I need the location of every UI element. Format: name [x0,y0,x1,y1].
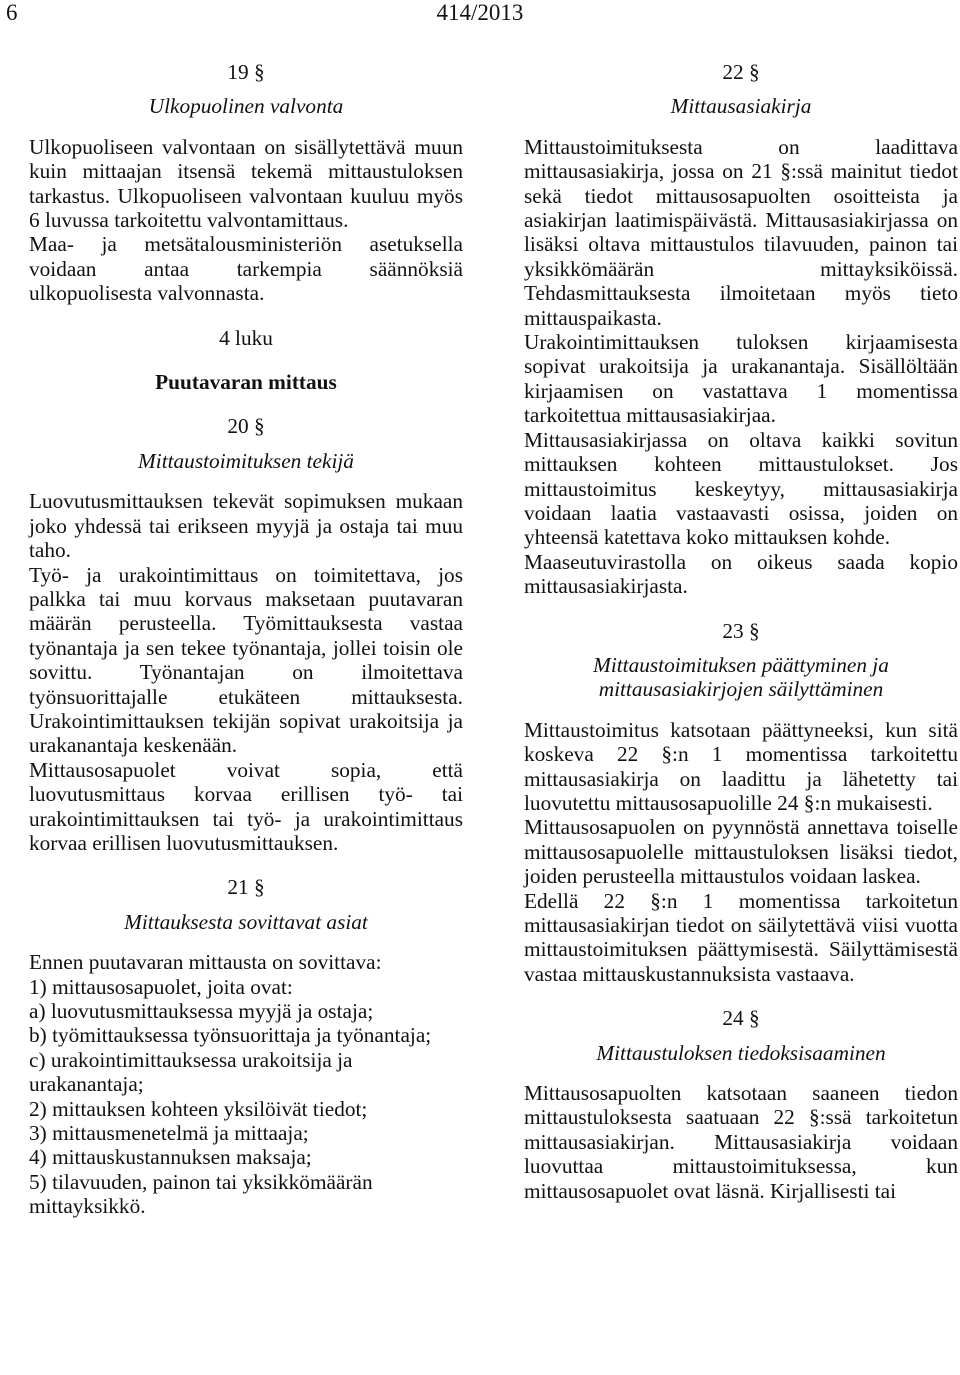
section-21-intro: Ennen puutavaran mittausta on sovittava: [29,950,382,975]
section-22-title: Mittausasiakirja [670,94,812,119]
chapter-title: Puutavaran mittaus [155,370,337,395]
section-23-paragraph-1: Mittaustoimitus katsotaan päättyneeksi, kun sitä koskeva 22 §:n 1 momentissa tarkoitettu mittausasiakirja on laadittu ja lähetetty tai luovutettu mittausosapuolille 24 §:n mukaisesti. [524,717,958,815]
list-item: 5) tilavuuden, painon tai yksikkömäärän mittayksikkö. [29,1169,373,1219]
list-item: 2) mittauksen kohteen yksilöivät tiedot; [29,1096,368,1121]
section-20-paragraph-1: Luovutusmittauksen tekevät sopimuksen mukaan joko yhdessä tai erikseen myyjä ja ostaja tai muu taho. [29,489,463,563]
section-23-title [524,653,958,702]
page-number: 6 [6,0,18,25]
section-23-number: 23 § [722,618,760,643]
section-23-title-line-1: Mittaustoimituksen päättyminen ja [593,652,889,677]
section-21-number: 21 § [227,875,265,900]
list-item: c) urakointimittauksessa urakoitsija ja urakanantaja; [29,1047,353,1097]
list-item: 4) mittauskustannuksen maksaja; [29,1145,312,1170]
left-column [29,58,463,1219]
section-19-title: Ulkopuolinen valvonta [148,94,344,119]
section-23-paragraph-3: Edellä 22 §:n 1 momentissa tarkoitetun mittausasiakirjan tiedot on säilytettävä viisi vuotta mittaustoimituksen päättymisestä. Säilyttämisestä vastaa mittauskustannuksista vastaava. [524,888,958,986]
section-24-number: 24 § [722,1006,760,1031]
section-19-number: 19 § [227,60,265,84]
list-item: b) työmittauksessa työnsuorittaja ja työnantaja; [29,1023,432,1048]
section-23-paragraph-2: Mittausosapuolen on pyynnöstä annettava toiselle mittausosapuolelle mittaustuloksen lisäksi tiedot, joiden perusteella mittaustulos voidaan laskea. [524,815,958,889]
right-column [524,58,958,1203]
list-item: 3) mittausmenetelmä ja mittaaja; [29,1121,309,1146]
section-21-title: Mittauksesta sovittavat asiat [124,909,368,934]
section-21-list [29,975,463,1219]
page-header [0,0,960,30]
section-19-paragraph-1: Ulkopuoliseen valvontaan on sisällytettävä muun kuin mittaajan itsensä tekemä mittaustuloksen tarkastus. Ulkopuoliseen valvontaan kuuluu myös 6 luvussa tarkoitettu valvontamittaus. [29,134,463,233]
list-item: a) luovutusmittauksessa myyjä ja ostaja; [29,999,374,1023]
section-22-paragraph-4: Maaseutuvirastolla on oikeus saada kopio mittausasiakirjasta. [524,549,958,599]
section-23-title-line-2: mittausasiakirjojen säilyttäminen [598,677,884,702]
section-22-paragraph-1: Mittaustoimituksesta on laadittava mittausasiakirja, jossa on 21 §:ssä mainitut tiedot sekä tiedot mittausosapuolten osoitteista ja asiakirjan laatimispäivästä. Mittausasiakirjassa on lisäksi oltava mittaustulos tilavuuden, painon tai yksikkömäärän mittayksiköissä. Tehdasmittauksesta ilmoitetaan myös tieto mittauspaikasta. [524,134,958,330]
document-code: 414/2013 [436,0,524,25]
section-20-paragraph-2: Työ- ja urakointimittaus on toimitettava, jos palkka tai muu korvaus maksetaan puutavaran määrän perusteella. Työmittauksesta vastaa työnantaja ja sen tekee työnantaja, jollei toisin ole sovittu. Työnantajan on ilmoitettava työnsuorittajalle etukäteen mittauksesta. Urakointimittauksen tekijän sopivat urakoitsija ja urakanantaja keskenään. [29,562,463,758]
section-24-title: Mittaustuloksen tiedoksisaaminen [596,1040,886,1065]
chapter-number: 4 luku [219,325,273,350]
section-20-title: Mittaustoimituksen tekijä [138,448,354,473]
section-20-paragraph-3: Mittausosapuolet voivat sopia, että luovutusmittaus korvaa erillisen työ- tai urakointimittauksen tai työ- ja urakointimittaus korvaa erillisen luovutusmittauksen. [29,757,463,855]
section-24-paragraph-1: Mittausosapuolten katsotaan saaneen tiedon mittaustuloksesta saatuaan 22 §:ssä tarkoitetun mittausasiakirjan. Mittausasiakirja voidaan luovuttaa mittaustoimituksessa, kun mittausosapuolet ovat läsnä. Kirjallisesti tai [524,1081,958,1203]
section-19-paragraph-2: Maa- ja metsätalousministeriön asetuksella voidaan antaa tarkempia säännöksiä ulkopuolisesta valvonnasta. [29,232,463,306]
list-item: 1) mittausosapuolet, joita ovat: [29,974,293,999]
section-22-number: 22 § [722,60,760,84]
section-20-number: 20 § [227,414,265,439]
section-22-paragraph-3: Mittausasiakirjassa on oltava kaikki sovitun mittauksen kohteen mittaustulokset. Jos mittaustoimitus keskeytyy, mittausasiakirja voidaan laatia vastaavasti osissa, joiden on yhteensä katettava koko mittauksen kohde. [524,427,958,550]
section-22-paragraph-2: Urakointimittauksen tuloksen kirjaamisesta sopivat urakoitsija ja urakanantaja. Sisällöltään kirjaamisen on vastattava 1 momentissa tarkoitettua mittausasiakirjaa. [524,330,958,428]
